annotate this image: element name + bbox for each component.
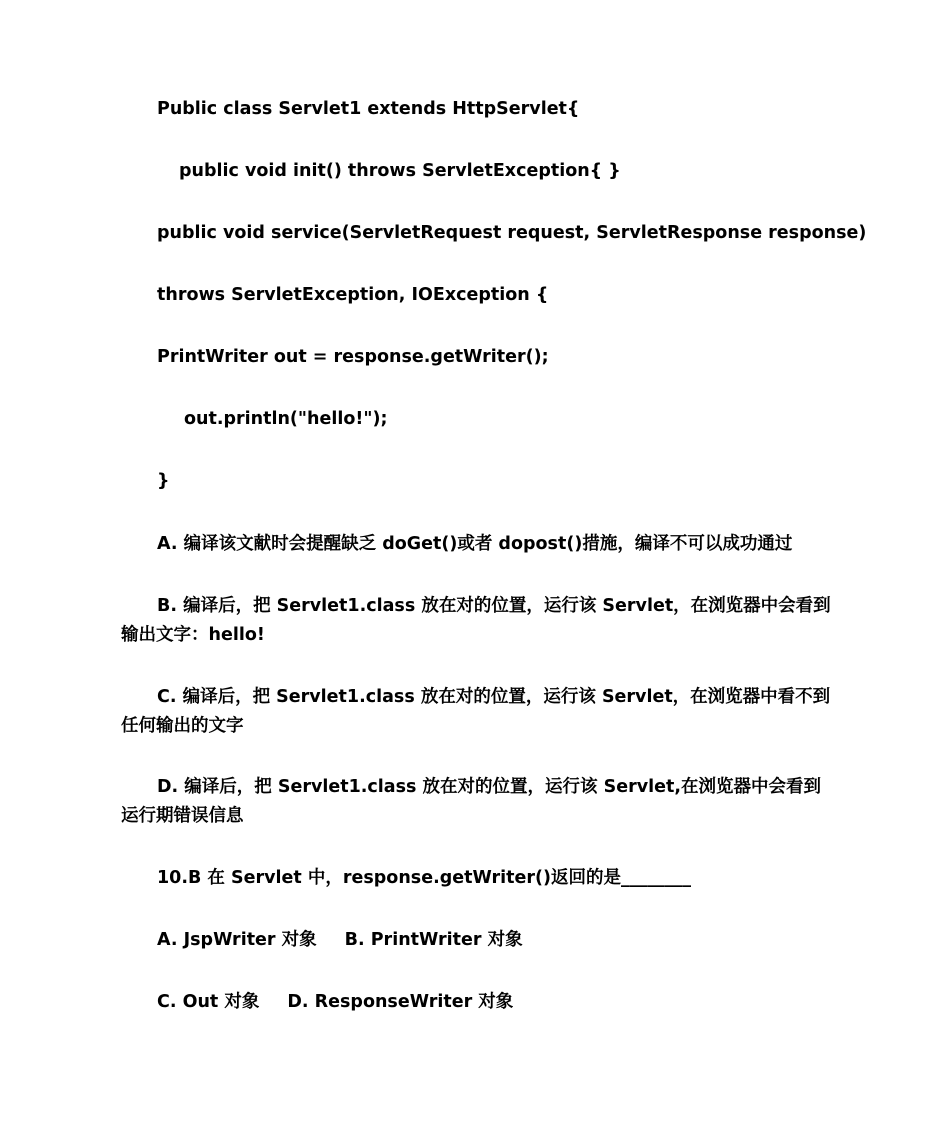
option-c-q9: C. 编译后，把 Servlet1.class 放在对的位置，运行该 Servlet，在浏览器中看不到任何输出的文字 [121, 687, 831, 736]
code-line-init-method: public void init() throws ServletException{ } [179, 161, 621, 181]
option-d-q9: D. 编译后，把 Servlet1.class 放在对的位置，运行该 Servlet,在浏览器中会看到运行期错误信息 [121, 777, 822, 826]
question-10-stem: 10.B 在 Servlet 中，response.getWriter()返回的是________ [157, 868, 691, 888]
code-line-throws-clause: throws ServletException, IOException { [157, 285, 549, 305]
option-b-q10: B. PrintWriter 对象 [344, 930, 523, 950]
question-10-options-row-2 [157, 988, 513, 1016]
option-b-q9: B. 编译后，把 Servlet1.class 放在对的位置，运行该 Servlet，在浏览器中会看到输出文字：hello! [121, 596, 831, 645]
option-d-q10: D. ResponseWriter 对象 [287, 992, 514, 1012]
option-a-q9: A. 编译该文献时会提醒缺乏 doGet()或者 dopost()措施，编译不可以成功通过 [157, 534, 793, 554]
code-line-closing-brace: } [157, 471, 170, 491]
question-10-options-row-1 [157, 926, 523, 954]
option-a-q10: A. JspWriter 对象 [157, 930, 317, 950]
code-line-service-method: public void service(ServletRequest request, ServletResponse response) [157, 223, 867, 243]
code-line-class-declaration: Public class Servlet1 extends HttpServlet{ [157, 99, 580, 119]
code-line-printwriter: PrintWriter out = response.getWriter(); [157, 347, 549, 367]
code-line-println: out.println("hello!"); [184, 409, 388, 429]
option-c-q10: C. Out 对象 [157, 992, 260, 1012]
